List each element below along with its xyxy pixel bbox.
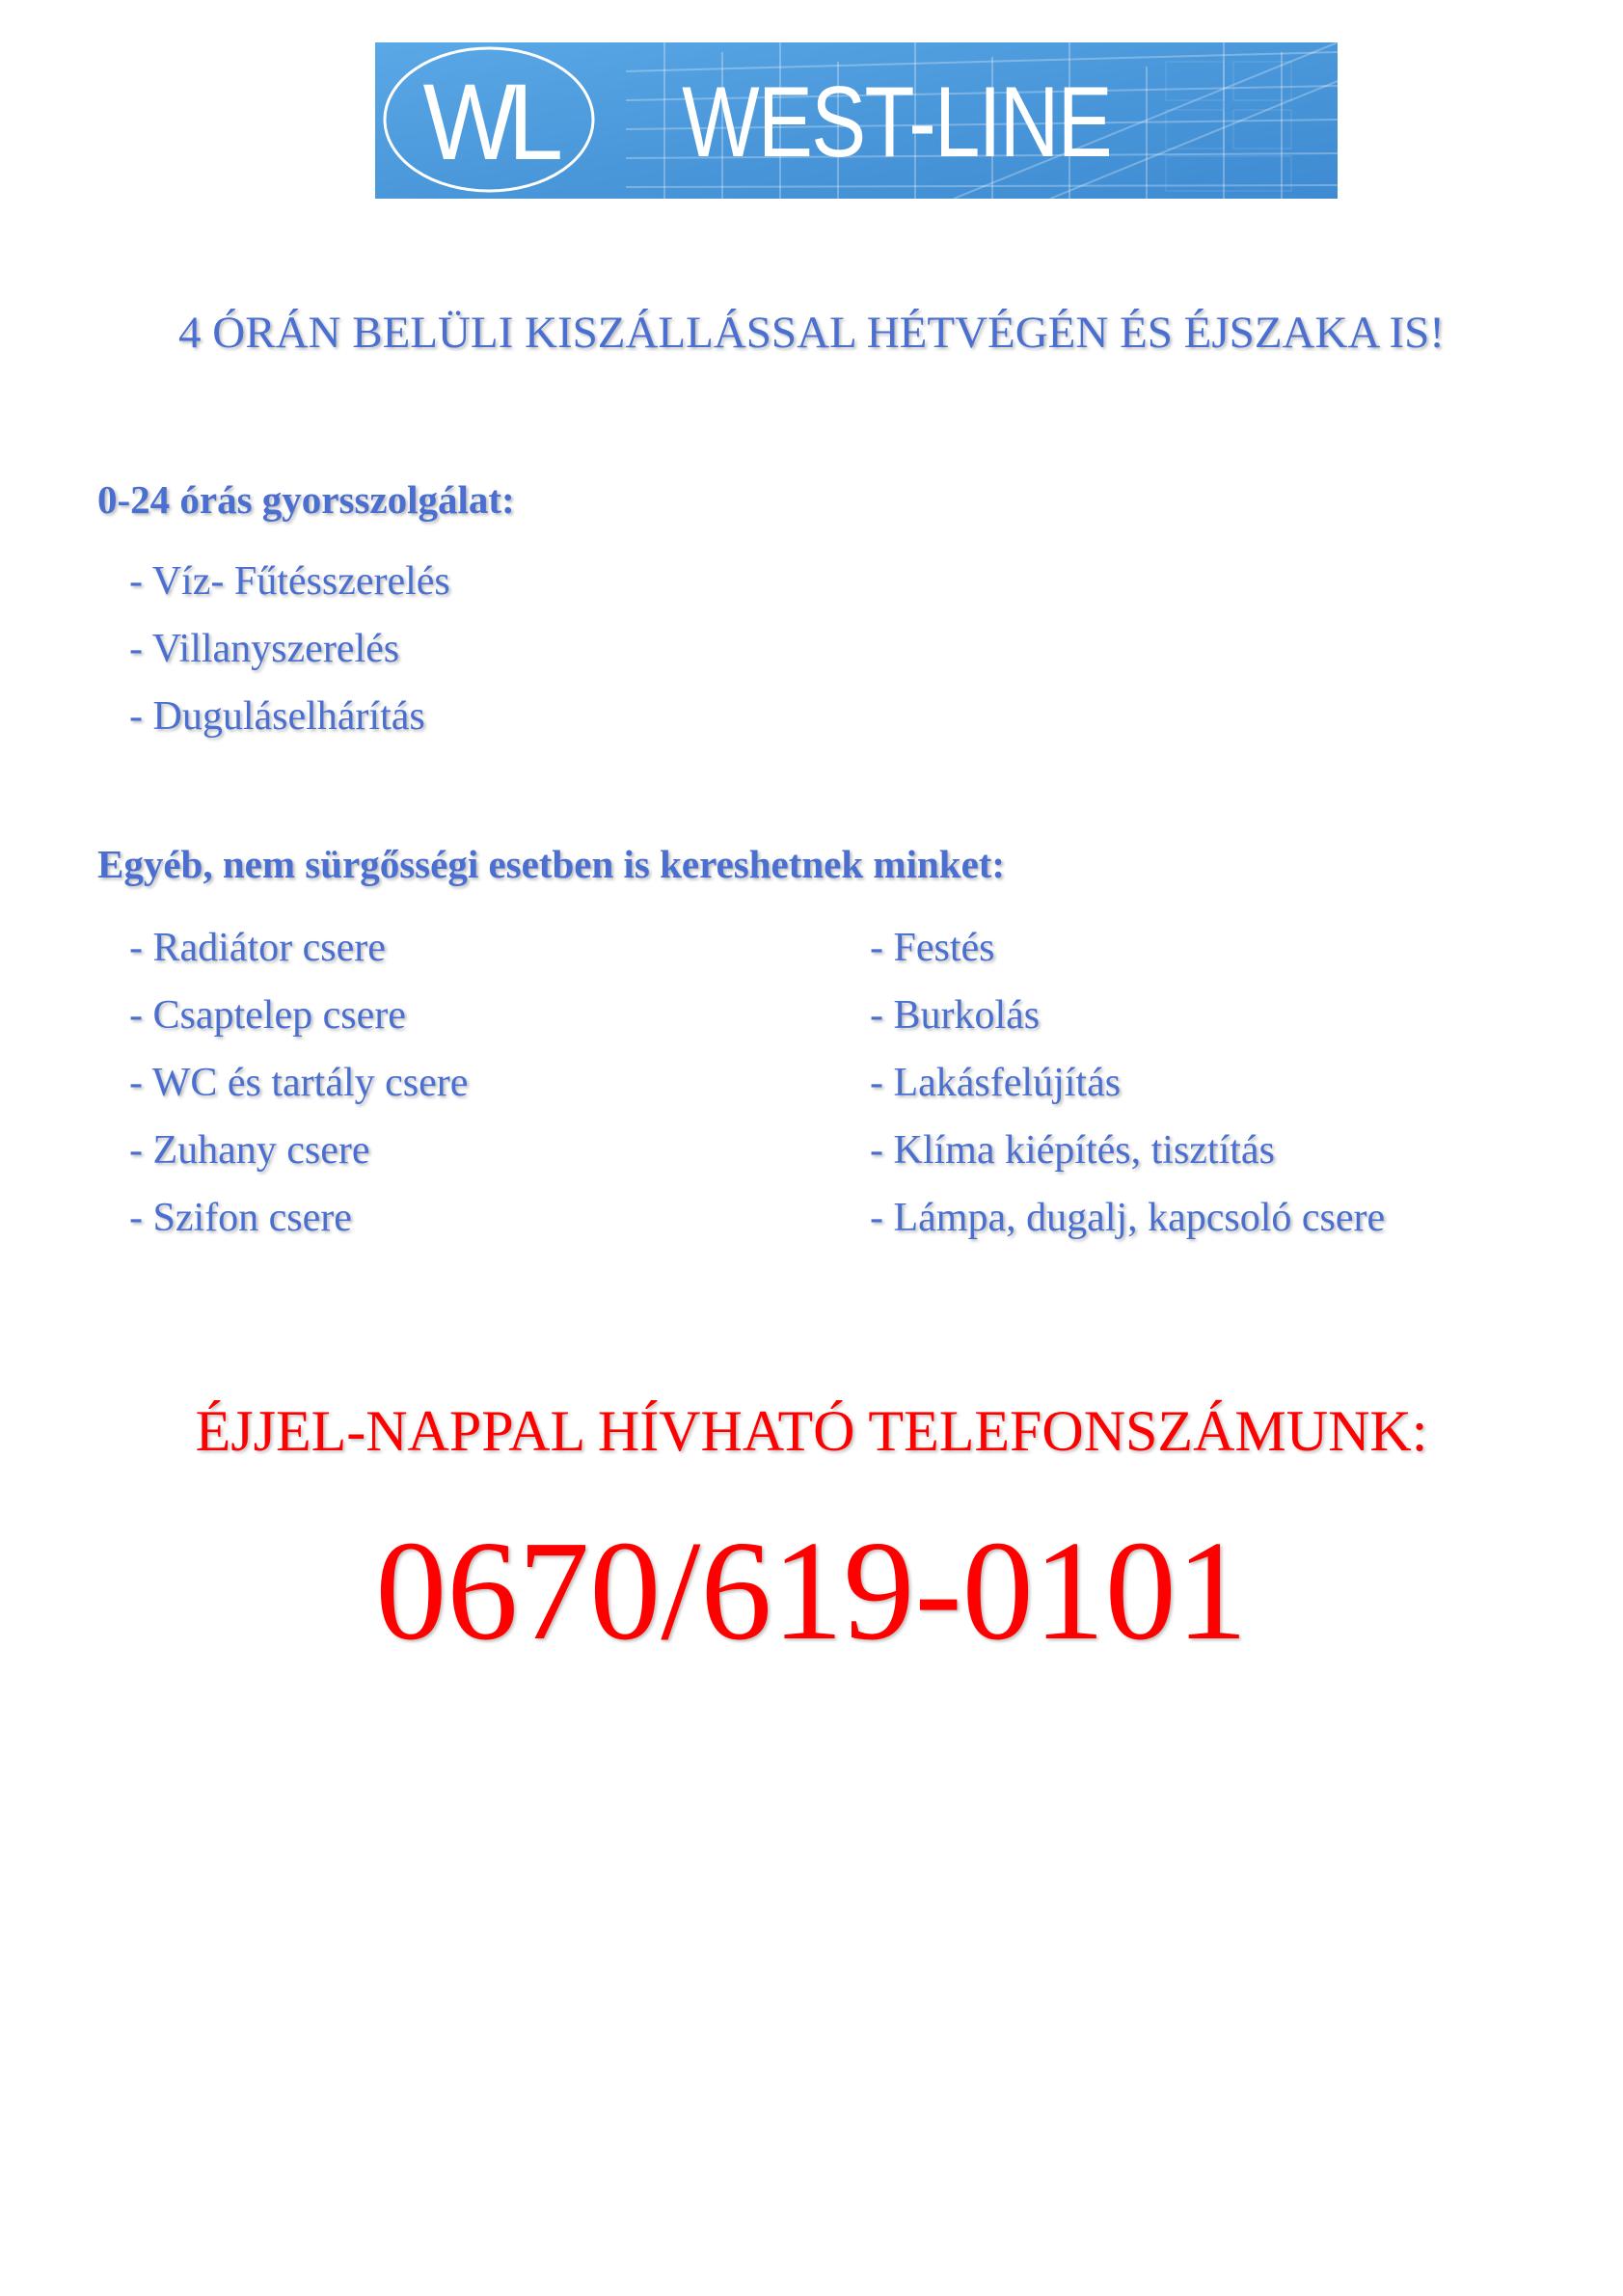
- urgent-service-title: 0-24 órás gyorsszolgálat:: [97, 477, 515, 522]
- logo-graphic: [375, 42, 1338, 199]
- urgent-service-list: [129, 548, 450, 750]
- list-item: - Villanyszerelés: [129, 627, 400, 671]
- list-item: - Burkolás: [870, 993, 1041, 1038]
- logo-name: WEST-LINE: [682, 67, 1111, 178]
- list-item: - Festés: [870, 926, 995, 970]
- list-item: - Duguláselhárítás: [129, 694, 425, 739]
- logo-monogram: WL: [422, 62, 555, 182]
- phone-number: 0670/619-0101: [375, 1512, 1248, 1670]
- list-item: - Szifon csere: [129, 1196, 352, 1240]
- other-services-right-list: [870, 914, 1385, 1252]
- list-item: - Radiátor csere: [129, 926, 386, 970]
- contact-label: ÉJJEL-NAPPAL HÍVHATÓ TELEFONSZÁMUNK:: [195, 1399, 1428, 1463]
- list-item: - Víz- Fűtésszerelés: [129, 559, 450, 604]
- list-item: - Lámpa, dugalj, kapcsoló csere: [870, 1196, 1386, 1240]
- list-item: - WC és tartály csere: [129, 1061, 469, 1105]
- headline: 4 ÓRÁN BELÜLI KISZÁLLÁSSAL HÉTVÉGÉN ÉS ÉJSZAKA IS!: [178, 308, 1445, 358]
- list-item: - Csaptelep csere: [129, 993, 406, 1038]
- other-services-left-list: [129, 914, 468, 1252]
- other-services-title: Egyéb, nem sürgősségi esetben is kereshetnek minket:: [97, 842, 1006, 886]
- list-item: - Klíma kiépítés, tisztítás: [870, 1128, 1275, 1173]
- list-item: - Zuhany csere: [129, 1128, 370, 1173]
- list-item: - Lakásfelújítás: [870, 1061, 1122, 1105]
- west-line-logo: [375, 42, 1338, 199]
